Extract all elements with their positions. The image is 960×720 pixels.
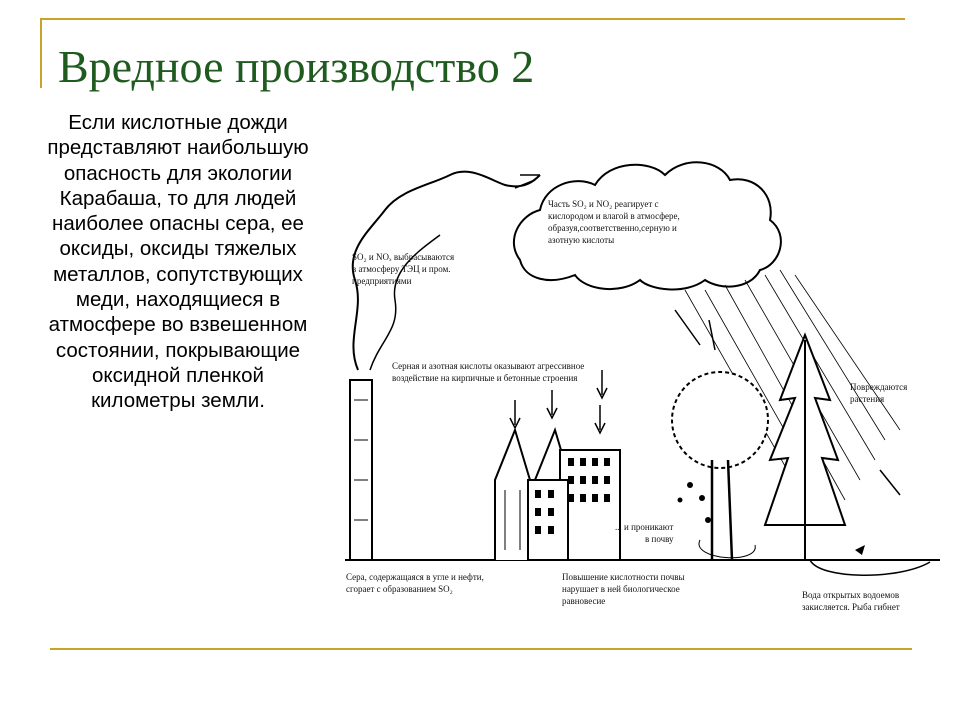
slide-body-text: Если кислотные дожди представляют наибольшую опасность для экологии Карабаша, то для людей наиболее опасны сера, ее оксиды, оксиды тяжелых металлов, сопутствующих меди, находящиеся в атмосфере во взвешенном состоянии, покрывающие оксидной пленкой километры земли. [47,111,309,413]
label-soil [615,522,674,544]
label-reaction-line-4: азотную кислоты [548,235,615,245]
deciduous-tree-trunk [712,460,732,560]
label-coal [346,572,484,594]
label-soil-line-1: ... и проникают [615,522,674,532]
label-plants-line-1: Повреждаются [850,382,908,392]
label-plants [850,382,907,404]
chimney-bands [354,400,368,520]
label-emissions-line-1: SO₂ и NOₓ выбрасываются [352,252,455,262]
acid-arrowheads [510,388,607,433]
label-emissions [352,252,454,286]
dead-fish-icon [855,545,865,555]
label-acidity-line-3: равновесие [562,596,606,606]
label-reaction-line-1: Часть SO₂ и NO₂ реагирует с [548,199,659,209]
label-coal-line-2: сгорает с образованием SO₂ [346,584,453,594]
pond [810,560,930,575]
label-plants-line-2: растения [850,394,885,404]
label-buildings [392,361,584,383]
label-emissions-line-2: в атмосферу ТЭЦ и пром. [352,264,451,274]
label-acidity [562,572,685,606]
label-acidity-line-1: Повышение кислотности почвы [562,572,685,582]
label-acidity-line-2: нарушает в ней биологическое [562,584,680,594]
label-reaction-line-2: кислородом и влагой в атмосфере, [548,211,680,221]
frame-top-line [40,18,905,20]
slide-title: Вредное производство 2 [58,41,535,92]
label-soil-line-2: в почву [645,534,674,544]
emission-arrow [515,175,540,188]
label-emissions-line-3: предприятиями [352,276,412,286]
tree-roots [699,540,755,558]
label-buildings-line-1: Серная и азотная кислоты оказывают агрессивное [392,361,585,371]
factory-chimney [350,380,372,560]
label-water-line-1: Вода открытых водоемов [802,590,900,600]
label-coal-line-1: Сера, содержащаяся в угле и нефти, [346,572,484,582]
label-buildings-line-2: воздействие на кирпичные и бетонные строения [392,373,578,383]
label-reaction-line-3: образуя,соответственно,серную и [548,223,677,233]
label-water-line-2: закисляется. Рыба гибнет [802,602,900,612]
frame-left-line [40,18,42,88]
deciduous-tree-crown [672,372,768,468]
falling-leaves [678,482,712,523]
acid-rain-illustration [340,140,945,630]
label-water [802,590,900,612]
frame-bottom-line [50,648,912,650]
